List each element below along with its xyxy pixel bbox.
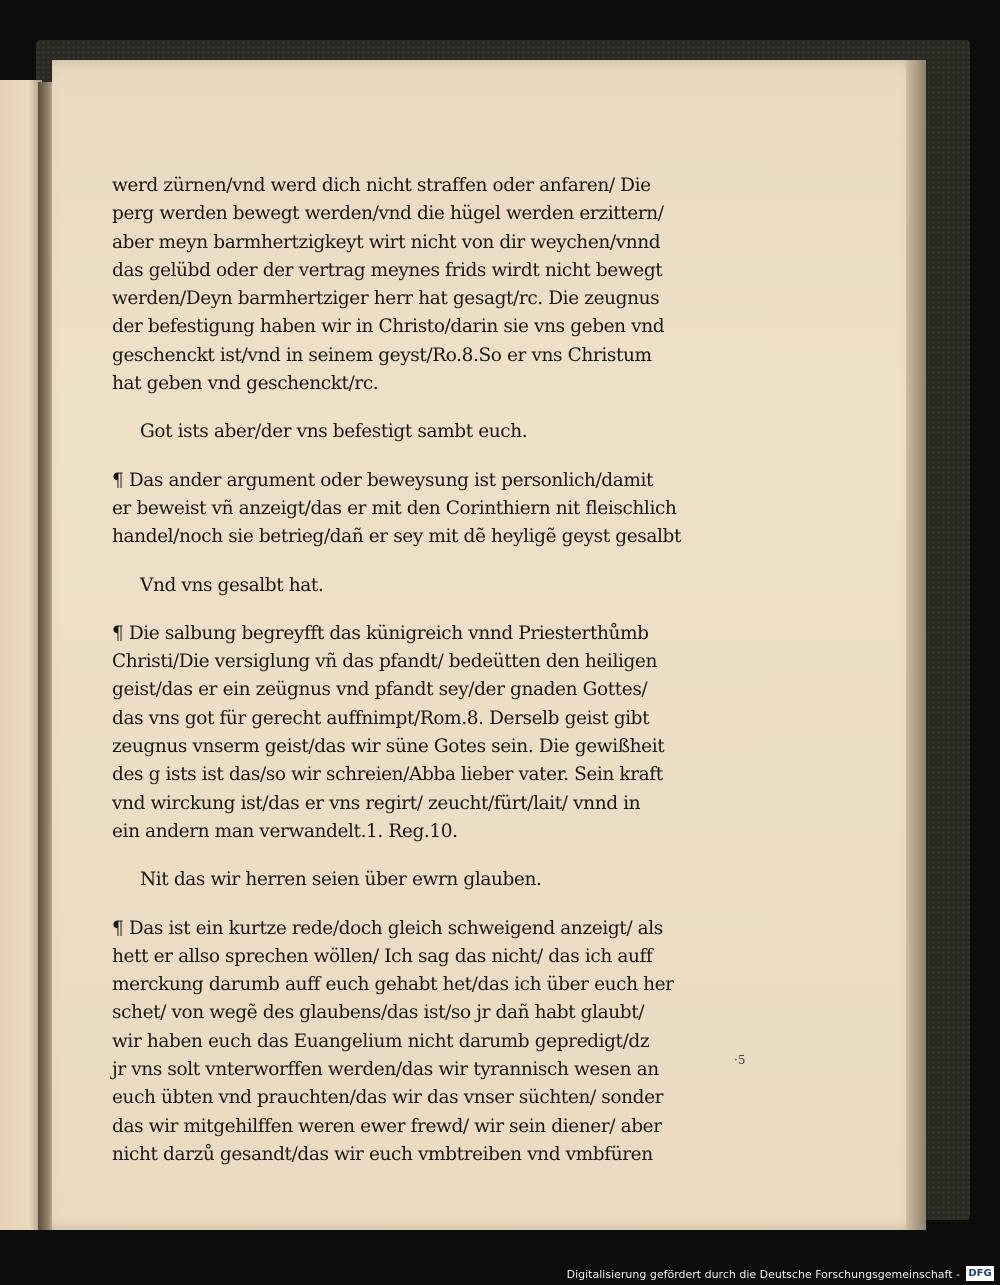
dfg-logo-icon: DFG (966, 1266, 994, 1281)
text-line: jr vns solt vnterworffen werden/das wir tyrannisch wesen an (112, 1059, 659, 1081)
text-line: geist/das er ein zeügnus vnd pfandt sey/der gnaden Gottes/ (112, 679, 648, 701)
text-line: nicht darzů gesandt/das wir euch vmbtreiben vnd vmbfüren (112, 1143, 653, 1165)
text-line: zeugnus vnserm geist/das wir süne Gotes sein. Die gewißheit (112, 736, 665, 758)
left-page-edge (0, 80, 42, 1230)
text-line: aber meyn barmhertzigkeyt wirt nicht von dir weychen/vnnd (112, 231, 661, 253)
text-line: Christi/Die versiglung vñ das pfandt/ bedeütten den heiligen (112, 651, 657, 673)
paragraph (112, 915, 702, 1170)
page-text (112, 172, 702, 1169)
paragraph (112, 172, 702, 398)
text-line: vnd wirckung ist/das er vns regirt/ zeucht/fürt/lait/ vnnd in (112, 792, 641, 814)
text-line: werden/Deyn barmhertziger herr hat gesagt/rc. Die zeugnus (112, 288, 660, 310)
text-line: hat geben vnd geschenckt/rc. (112, 373, 379, 395)
text-line: der befestigung haben wir in Christo/darin sie vns geben vnd (112, 316, 665, 338)
footer-credit: Digitalisierung gefördert durch die Deutsche Forschungsgemeinschaft - (566, 1268, 960, 1281)
text-line: Vnd vns gesalbt hat. (140, 574, 324, 596)
text-line: ¶ Das ander argument oder beweysung ist personlich/damit (112, 469, 654, 491)
digitization-footer (0, 1263, 1000, 1285)
text-line: ¶ Das ist ein kurtze rede/doch gleich schweigend anzeigt/ als (112, 917, 663, 939)
page-edge-shadow (906, 60, 926, 1230)
paragraph (112, 467, 702, 552)
text-line: geschenckt ist/vnd in seinem geyst/Ro.8.So er vns Christum (112, 344, 652, 366)
paragraph (112, 620, 702, 846)
text-line: hett er allso sprechen wöllen/ Ich sag das nicht/ das ich auff (112, 945, 653, 967)
text-line: wir haben euch das Euangelium nicht darumb gepredigt/dz (112, 1030, 650, 1052)
text-line: handel/noch sie betrieg/dañ er sey mit dẽ heyligẽ geyst gesalbt (112, 526, 681, 548)
text-line: ¶ Die salbung begreyfft das künigreich vnnd Priesterthůmb (112, 622, 649, 644)
text-line: das vns got für gerecht auffnimpt/Rom.8. Derselb geist gibt (112, 707, 650, 729)
text-line: euch übten vnd prauchten/das wir das vnser süchten/ sonder (112, 1087, 664, 1109)
text-line: das gelübd oder der vertrag meynes frids wirdt nicht bewegt (112, 259, 663, 281)
text-line: schet/ von wegẽ des glaubens/das ist/so jr dañ habt glaubt/ (112, 1002, 645, 1024)
text-line: das wir mitgehilffen weren ewer frewd/ wir sein diener/ aber (112, 1115, 662, 1137)
text-line: des g ists ist das/so wir schreien/Abba lieber vater. Sein kraft (112, 764, 663, 786)
text-line: Nit das wir herren seien über ewrn glauben. (140, 869, 542, 891)
text-line: Got ists aber/der vns befestigt sambt euch. (140, 421, 528, 443)
scripture-verse (112, 572, 702, 600)
text-line: werd zürnen/vnd werd dich nicht straffen oder anfaren/ Die (112, 175, 651, 196)
scripture-verse (112, 866, 702, 894)
text-line: perg werden bewegt werden/vnd die hügel werden erzittern/ (112, 203, 664, 225)
text-line: er beweist vñ anzeigt/das er mit den Corinthiern nit fleischlich (112, 497, 677, 519)
text-line: merckung darumb auff euch gehabt het/das ich über euch her (112, 974, 674, 996)
text-line: ein andern man verwandelt.1. Reg.10. (112, 820, 458, 842)
signature-mark: ·5 (734, 1053, 746, 1067)
scripture-verse (112, 418, 702, 446)
